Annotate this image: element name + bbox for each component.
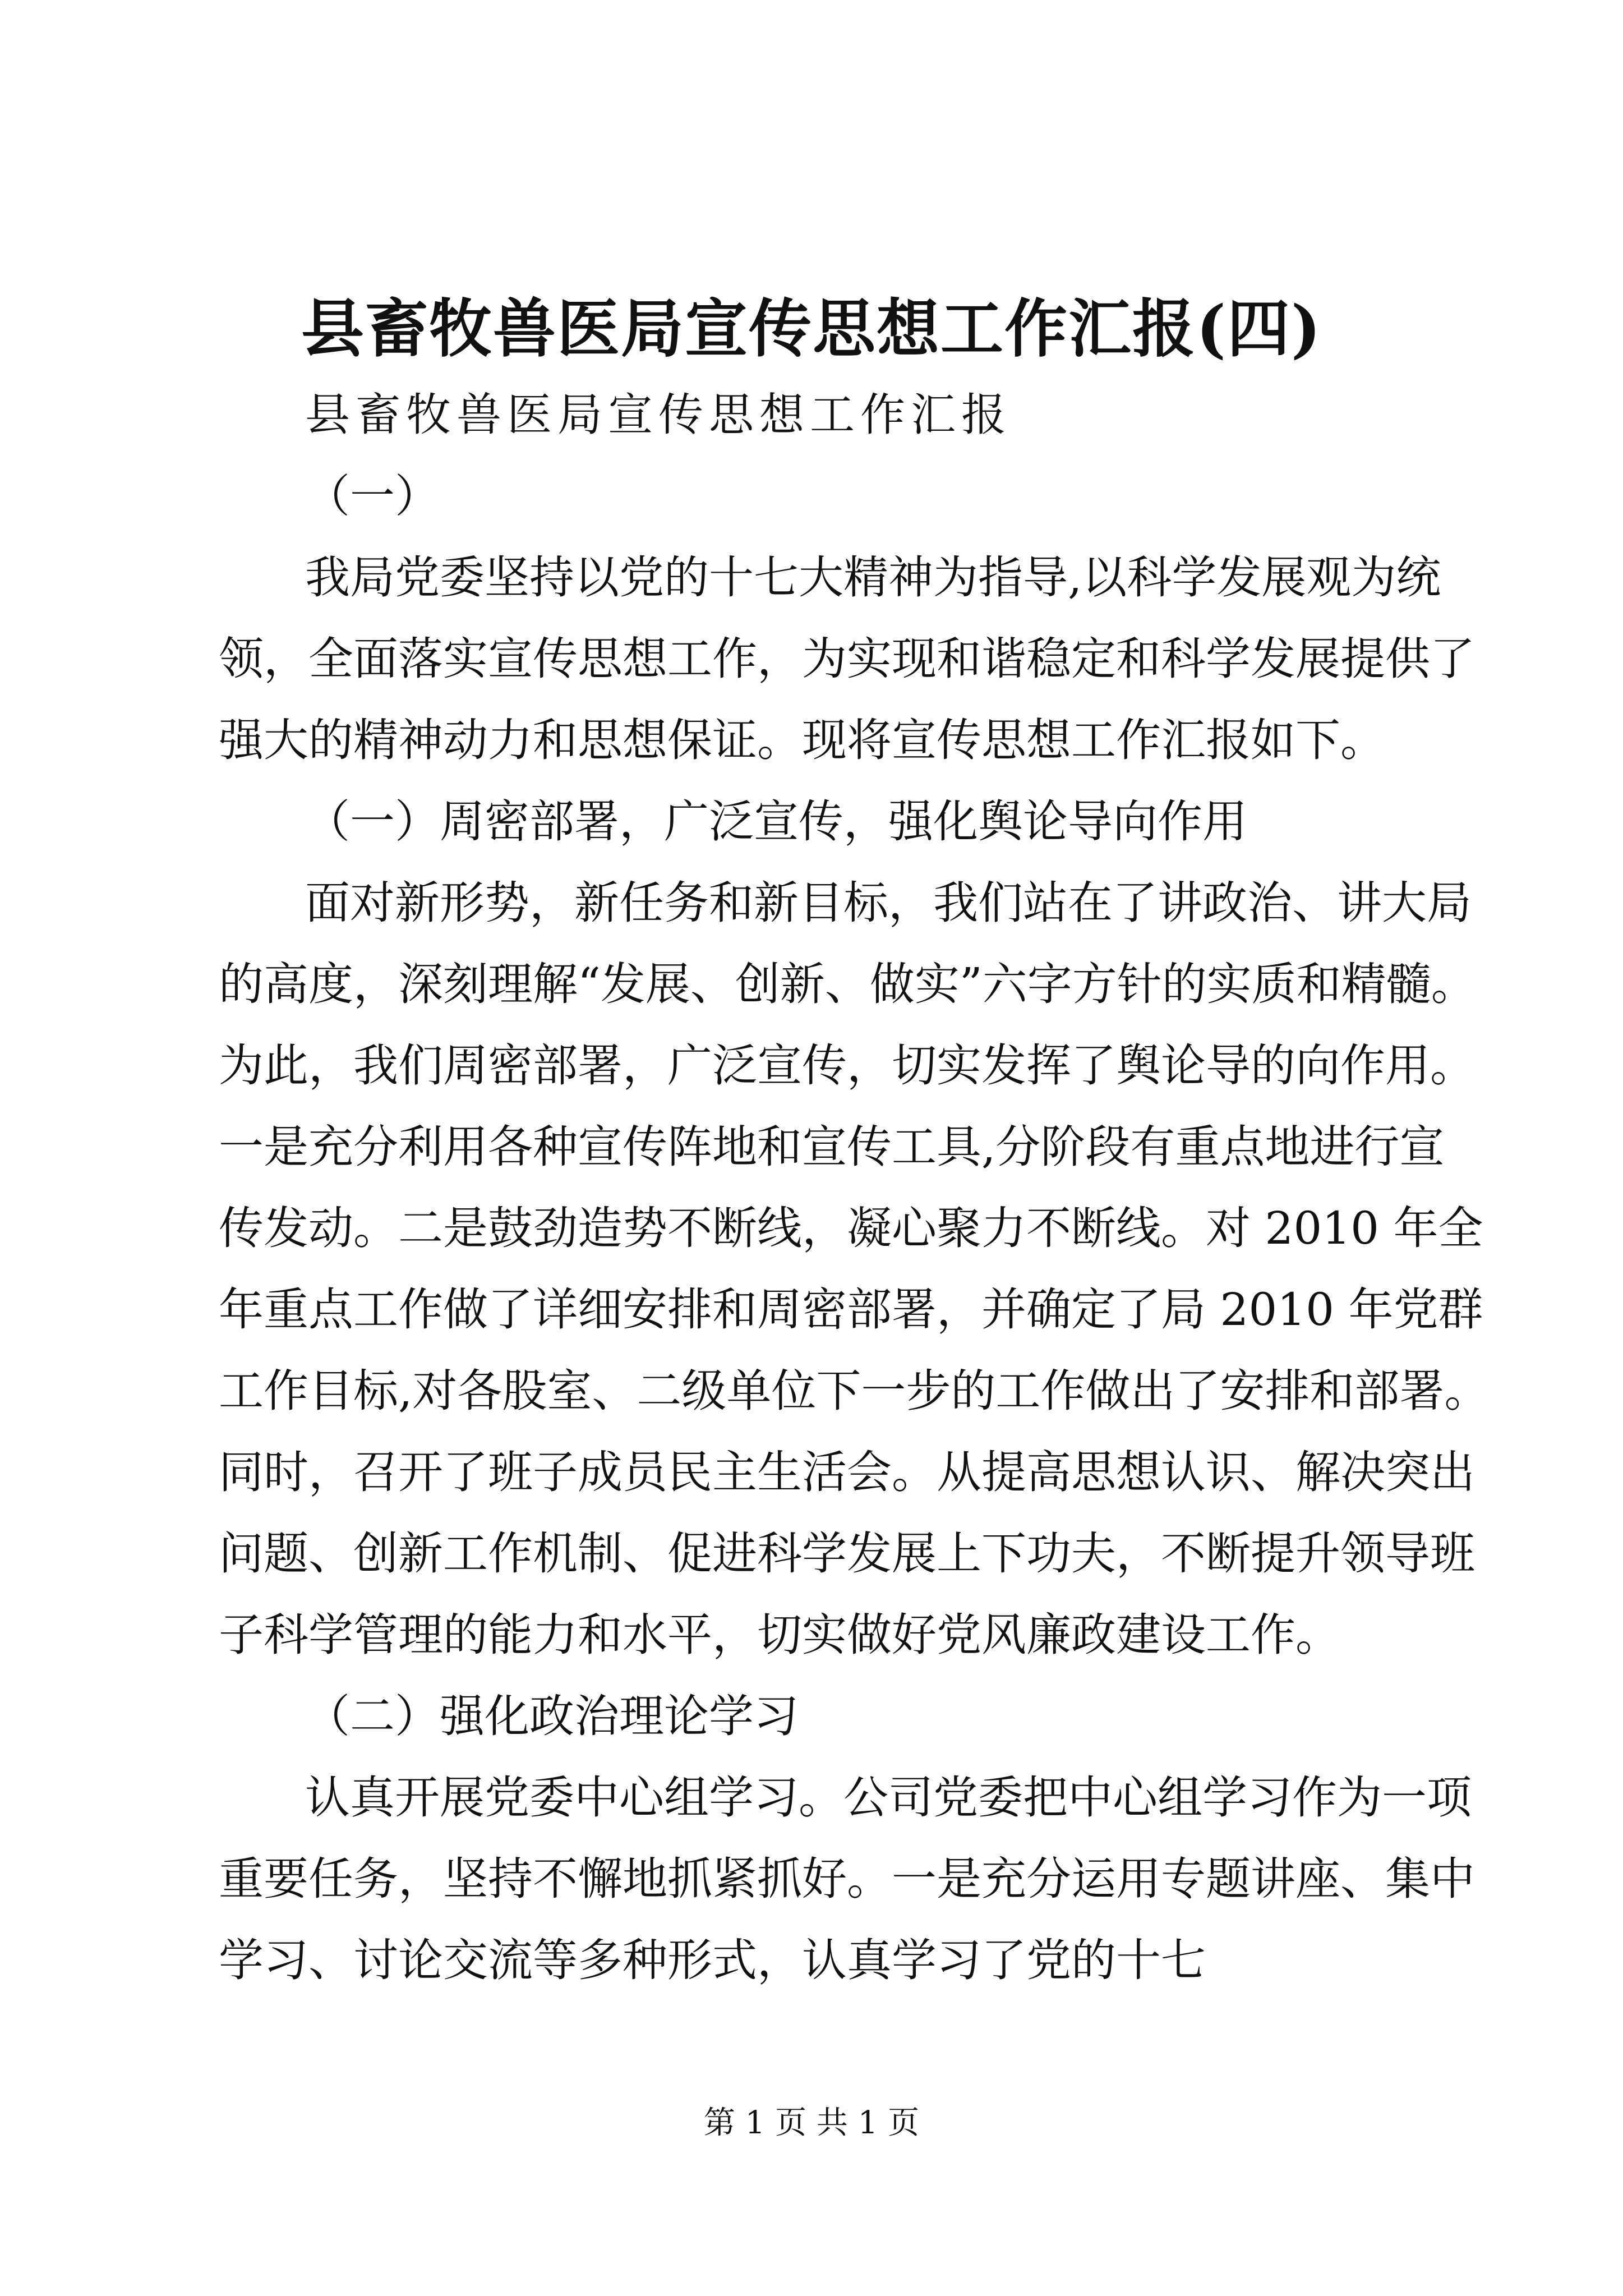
section1-line: 同时，召开了班子成员民主生活会。从提高思想认识、解决突出 bbox=[219, 1446, 1475, 1498]
section1-line: 子科学管理的能力和水平，切实做好党风廉政建设工作。 bbox=[219, 1609, 1340, 1661]
section2-line: 重要任务，坚持不懈地抓紧抓好。一是充分运用专题讲座、集中 bbox=[219, 1853, 1475, 1905]
section1-heading: （一）周密部署，广泛宣传，强化舆论导向作用 bbox=[305, 795, 1247, 848]
intro-line: 领，全面落实宣传思想工作，为实现和谐稳定和科学发展提供了 bbox=[219, 633, 1475, 685]
section1-line: 面对新形势，新任务和新目标，我们站在了讲政治、讲大局 bbox=[305, 877, 1472, 929]
section1-line: 为此，我们周密部署，广泛宣传，切实发挥了舆论导的向作用。 bbox=[219, 1039, 1475, 1092]
document-title: 县畜牧兽医局宣传思想工作汇报(四) bbox=[301, 292, 1322, 366]
intro-line: 强大的精神动力和思想保证。现将宣传思想工作汇报如下。 bbox=[219, 714, 1385, 766]
section2-heading: （二）强化政治理论学习 bbox=[305, 1690, 799, 1742]
section1-line: 传发动。二是鼓劲造势不断线，凝心聚力不断线。对 2010 年全 bbox=[219, 1202, 1483, 1254]
document-subtitle: 县畜牧兽医局宣传思想工作汇报 bbox=[305, 389, 1012, 441]
section1-line: 一是充分利用各种宣传阵地和宣传工具,分阶段有重点地进行宣 bbox=[219, 1121, 1445, 1173]
section1-line: 年重点工作做了详细安排和周密部署，并确定了局 2010 年党群 bbox=[219, 1283, 1483, 1336]
section2-line: 学习、讨论交流等多种形式，认真学习了党的十七 bbox=[219, 1934, 1206, 1986]
section1-line: 问题、创新工作机制、促进科学发展上下功夫，不断提升领导班 bbox=[219, 1527, 1475, 1580]
intro-line: 我局党委坚持以党的十七大精神为指导,以科学发展观为统 bbox=[305, 551, 1441, 604]
part-marker: （一） bbox=[305, 470, 440, 522]
section2-line: 认真开展党委中心组学习。公司党委把中心组学习作为一项 bbox=[305, 1772, 1472, 1824]
section1-line: 工作目标,对各股室、二级单位下一步的工作做出了安排和部署。 bbox=[219, 1365, 1490, 1417]
page-number-footer: 第 1 页 共 1 页 bbox=[703, 2105, 920, 2141]
section1-line: 的高度，深刻理解“发展、创新、做实”六字方针的实质和精髓。 bbox=[219, 958, 1476, 1010]
